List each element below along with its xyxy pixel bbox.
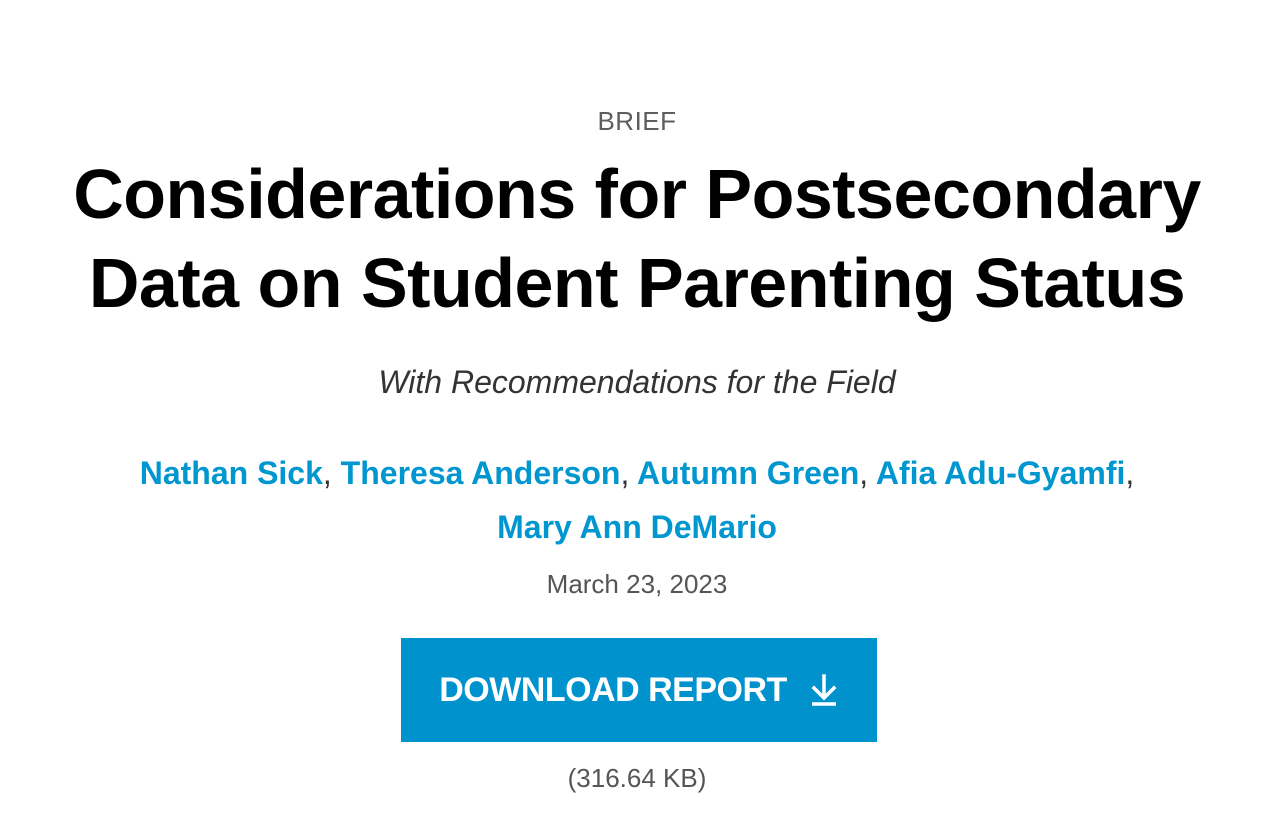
download-report-label: DOWNLOAD REPORT (439, 670, 787, 709)
content-type-label: BRIEF (597, 106, 677, 136)
author-separator: , (322, 455, 332, 491)
file-size: (316.64 KB) (567, 763, 707, 793)
author-separator: , (620, 455, 630, 491)
page-subtitle: With Recommendations for the Field (378, 364, 896, 400)
download-report-button[interactable] (401, 638, 877, 742)
page-title-line-2: Data on Student Parenting Status (88, 244, 1186, 322)
author-separator: , (1125, 455, 1135, 491)
author-link-afia-adu-gyamfi[interactable]: Afia Adu-Gyamfi (875, 455, 1126, 491)
author-link-theresa-anderson[interactable]: Theresa Anderson (340, 455, 621, 491)
author-list (100, 446, 1174, 554)
author-separator: , (859, 455, 869, 491)
author-link-nathan-sick[interactable]: Nathan Sick (139, 455, 323, 491)
author-link-autumn-green[interactable]: Autumn Green (637, 455, 860, 491)
publication-date: March 23, 2023 (546, 569, 728, 599)
page-title-line-1: Considerations for Postsecondary (73, 155, 1201, 233)
page-title (60, 150, 1214, 328)
author-link-mary-ann-demario[interactable]: Mary Ann DeMario (497, 509, 777, 545)
download-arrow-icon (809, 673, 839, 707)
